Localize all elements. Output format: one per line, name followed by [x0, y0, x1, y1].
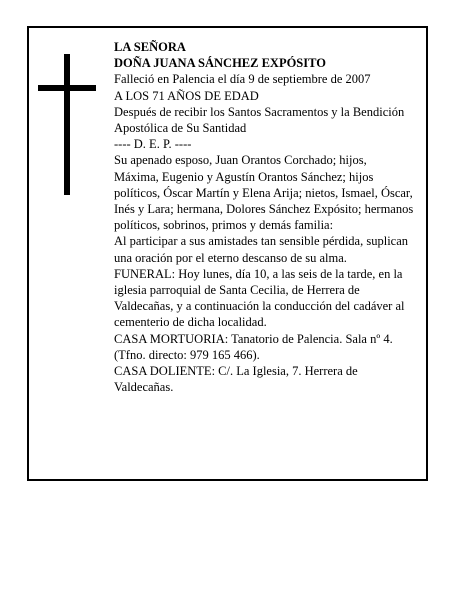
sacraments-paragraph: Después de recibir los Santos Sacramentos y la Bendición Apostólica de Su Santidad: [114, 104, 405, 136]
latin-cross-icon: [64, 54, 70, 195]
deceased-name: DOÑA JUANA SÁNCHEZ EXPÓSITO: [114, 56, 326, 71]
obituary-text: [114, 39, 414, 395]
age-line: A LOS 71 AÑOS DE EDAD: [114, 88, 259, 103]
death-line: Falleció en Palencia el día 9 de septiembre de 2007: [114, 72, 371, 87]
dep-line: ---- D. E. P. ----: [114, 137, 192, 152]
mortuary-paragraph: CASA MORTUORIA: Tanatorio de Palencia. Sala nº 4. (Tfno. directo: 979 165 466).: [114, 331, 393, 362]
funeral-paragraph: FUNERAL: Hoy lunes, día 10, a las seis de la tarde, en la iglesia parroquial de Santa Cecilia, de Herrera de Valdecañas, y a continuación la conducción del cadáver al cementerio de dicha localidad.: [114, 266, 405, 330]
mourning-house-paragraph: CASA DOLIENTE: C/. La Iglesia, 7. Herrera de Valdecañas.: [114, 364, 358, 395]
latin-cross-icon-bar: [38, 85, 96, 91]
request-paragraph: Al participar a sus amistades tan sensible pérdida, suplican una oración por el eterno descanso de su alma.: [114, 234, 409, 265]
family-paragraph: Su apenado esposo, Juan Orantos Corchado; hijos, Máxima, Eugenio y Agustín Orantos Sánchez; hijos políticos, Óscar Martín y Elena Arija; nietos, Ismael, Óscar, Inés y Lara; hermana, Dolores Sánchez Expósito; hermanos políticos, sobrinos, primos y demás familia:: [114, 153, 414, 233]
heading-title: LA SEÑORA: [114, 40, 186, 54]
